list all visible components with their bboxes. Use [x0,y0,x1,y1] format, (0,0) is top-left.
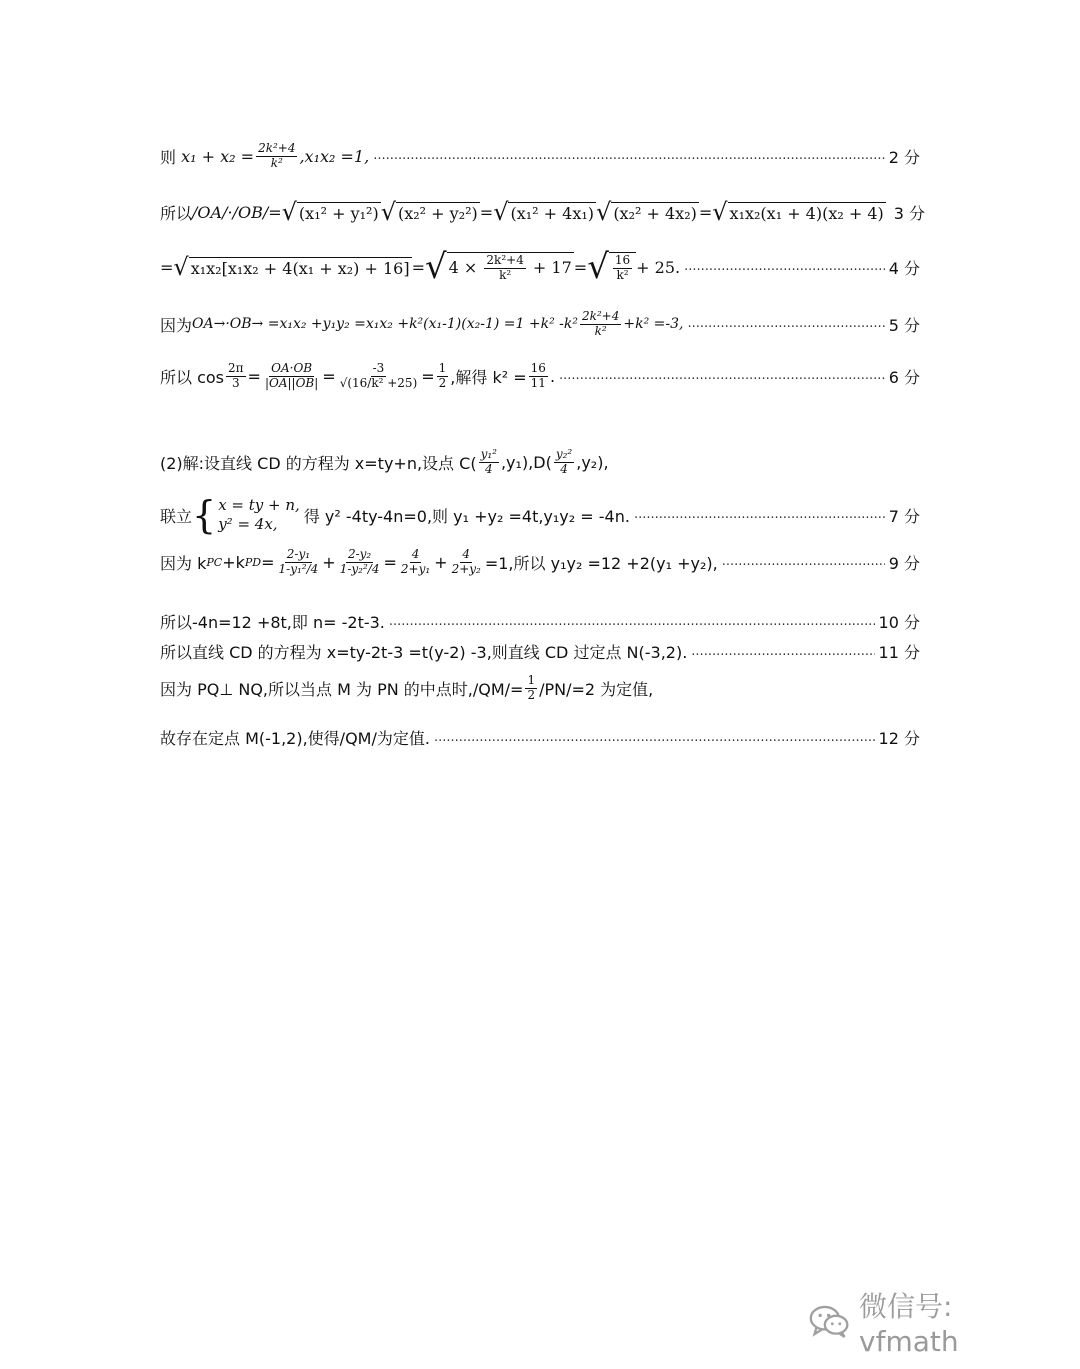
equation-system [218,496,300,534]
square-root: √ (x₂² + 4x₂) [596,198,697,226]
numerator: OA·OB [271,361,313,375]
square-root: √ 4 × $\frac{\text{2k²+4}}{\text{k²}}$ + 17 [424,247,572,287]
text-segment: 所以-4n=12 +8t,即 n= -2t-3. [160,613,385,632]
step-line-5 [160,362,920,391]
text-segment: 因为 PQ⊥ NQ,所以当点 M 为 PN 的中点时,/QM/= [160,679,524,699]
step-line-8: 因为 k PC +k PD = $\frac{\text{2-y₁}}{\text{1-y₁²/4}}$ + $\frac{\text{2-y₂}}{\text{1-y₂²/4}}$ = $\frac{4}{\text{2+y₁}}$ + $\frac{4}{\text{2+y₂}}$ =1,所以 y₁y₂ =12 +2(y₁ +y₂), ..... 9 分 [160,548,920,577]
fraction [263,362,320,391]
left-brace: { [192,493,217,537]
radicand: (x₁² + y₁²) [298,203,379,223]
step-line-6 [160,448,920,477]
equals: = [479,202,494,222]
leader-dots [434,730,875,746]
numerator: y₁² [480,447,497,461]
addend: + 25. [636,257,681,277]
text-segment: =1,所以 y₁y₂ =12 +2(y₁ +y₂), [484,553,718,573]
score-label: 11 分 [878,643,920,662]
coef: 4 × [448,257,478,277]
fraction [613,254,632,283]
period: . [549,366,556,386]
denominator: |OA||OB| [264,375,319,390]
square-root: √ (x₂² + y₂²) [380,198,478,226]
numerator: y₂² [555,447,573,461]
equals: = [421,366,435,386]
score-label: 5 分 [888,315,920,335]
math-tail: +k² =-3, [623,316,684,333]
addend: + 17 [532,257,572,277]
radicand [447,252,574,283]
score-label: 7 分 [888,506,920,526]
step-line-11 [160,674,920,703]
radicand [609,252,636,283]
text-segment: /PN/=2 为定值, [539,679,654,699]
score-label: 6 分 [888,367,920,387]
equation: x = ty + n, [218,496,300,515]
fraction [580,310,621,339]
fraction [226,362,246,391]
equals: = [322,366,336,386]
text-segment: 所以直线 CD 的方程为 x=ty-2t-3 =t(y-2) -3,则直线 CD 过定点 N(-3,2). [160,643,688,662]
numerator: -3 [372,361,385,375]
text-segment: ,y₂), [576,452,609,472]
fraction [338,548,382,577]
step-line-3 [160,247,920,287]
numerator: 2π [228,361,244,375]
leader-dots [373,148,885,164]
numerator: 2k²+4 [486,252,524,267]
fraction [525,674,537,703]
radicand: (x₂² + y₂²) [398,203,478,223]
numerator: 2k²+4 [258,141,296,155]
text-segment: 故存在定点 M(-1,2),使得/QM/为定值. [160,729,430,748]
fraction [484,254,525,283]
denominator: 2+y₂ [451,561,481,576]
fraction [399,548,432,577]
step-line-7 [160,493,920,537]
line-prefix: 则 [160,147,177,167]
denominator: 3 [231,375,240,390]
step-line-9 [160,610,920,633]
denominator: √(16/k² +25) [339,375,418,390]
equals: = [383,552,397,572]
step-line-10 [160,640,920,663]
denominator: 2 [438,375,447,390]
equals: = [573,257,588,277]
equals: = [261,552,275,572]
subscript: PD [244,555,262,569]
score-label: 4 分 [888,258,920,278]
score-label: 12 分 [878,729,920,748]
denominator: 11 [530,375,546,390]
equals: = [411,257,425,277]
text-segment: +k [222,552,245,572]
numerator: 4 [462,547,471,561]
text-segment: 得 y² -4ty-4n=0,则 y₁ +y₂ =4t,y₁y₂ = -4n. [303,506,630,526]
radicand: (x₁² + 4x₁) [510,203,595,223]
denominator: 2 [527,687,536,702]
text-segment: ,y₁),D( [500,452,552,472]
denominator: k² [270,155,283,170]
watermark-text: 微信号: vfmath [859,1289,959,1358]
fraction [256,142,297,171]
math-expr: x₁ + x₂ = [181,146,255,166]
fraction [479,448,499,477]
wechat-icon [808,1301,851,1341]
score-label: 3 分 [893,203,926,223]
denominator: 2+y₁ [400,561,431,576]
fraction [450,548,483,577]
result-text: ,解得 k² = [450,367,527,387]
leader-dots [634,507,885,523]
leader-dots [722,554,885,570]
line-prefix: 因为 [160,315,193,335]
denominator: 4 [484,461,493,476]
text-segment: (2)解:设直线 CD 的方程为 x=ty+n,设点 C( [160,453,477,473]
watermark [808,1289,1048,1358]
line-prefix: 因为 k [160,553,207,573]
fraction [338,362,420,391]
subscript: PC [206,555,223,569]
denominator: k² [499,267,512,282]
numerator: 2k²+4 [581,309,620,323]
numerator: 2-y₂ [347,547,372,561]
leader-dots [687,316,884,332]
numerator: 1 [438,361,447,375]
score-label: 9 分 [888,553,920,573]
step-line-12 [160,726,920,749]
line-prefix: 联立 [160,506,193,526]
math-tail: ,x₁x₂ =1, [299,146,370,166]
denominator: 1-y₂²/4 [339,561,380,576]
denominator: 1-y₁²/4 [278,561,319,576]
radicand: (x₂² + 4x₂) [613,203,697,223]
radicand: x₁x₂(x₁ + 4)(x₂ + 4) [729,203,884,223]
fraction [554,448,574,477]
leader-dots [684,259,885,275]
fraction [277,548,321,577]
score-label: 2 分 [888,147,920,167]
numerator: 16 [530,361,546,375]
equals: = [698,202,713,222]
leader-dots [691,644,874,660]
equation: y² = 4x, [218,515,278,533]
denominator: k² [594,323,607,338]
numerator: 1 [527,673,536,687]
equals: = [160,257,174,277]
numerator: 16 [614,252,631,267]
leader-dots [389,614,875,630]
denominator: k² [616,267,629,282]
square-root: √ x₁x₂[x₁x₂ + 4(x₁ + x₂) + 16] [173,253,410,281]
fraction [437,362,449,391]
math-expr: /OA/·/OB/= [192,202,282,222]
numerator: 2-y₁ [286,547,311,561]
denominator: 4 [560,461,568,476]
score-label: 10 分 [878,613,920,632]
numerator: 4 [411,547,420,561]
step-line-1 [160,142,920,171]
square-root: √ (x₁² + 4x₁) [493,198,595,226]
step-line-2 [160,198,926,226]
step-line-4 [160,310,920,339]
line-prefix: 所以 [160,203,193,223]
leader-dots [559,368,885,384]
math-expr: OA→·OB→ =x₁x₂ +y₁y₂ =x₁x₂ +k²(x₁-1)(x₂-1) =1 +k² -k² [192,316,578,333]
square-root: √ $\frac{16}{\text{k²}}$ [587,250,636,284]
fraction [529,362,548,391]
radicand: x₁x₂[x₁x₂ + 4(x₁ + x₂) + 16] [190,258,410,278]
equals: = [247,366,261,386]
square-root: √ x₁x₂(x₁ + 4)(x₂ + 4) [712,198,884,226]
square-root: √ (x₁² + y₁²) [281,198,379,226]
line-prefix: 所以 cos [160,367,225,387]
